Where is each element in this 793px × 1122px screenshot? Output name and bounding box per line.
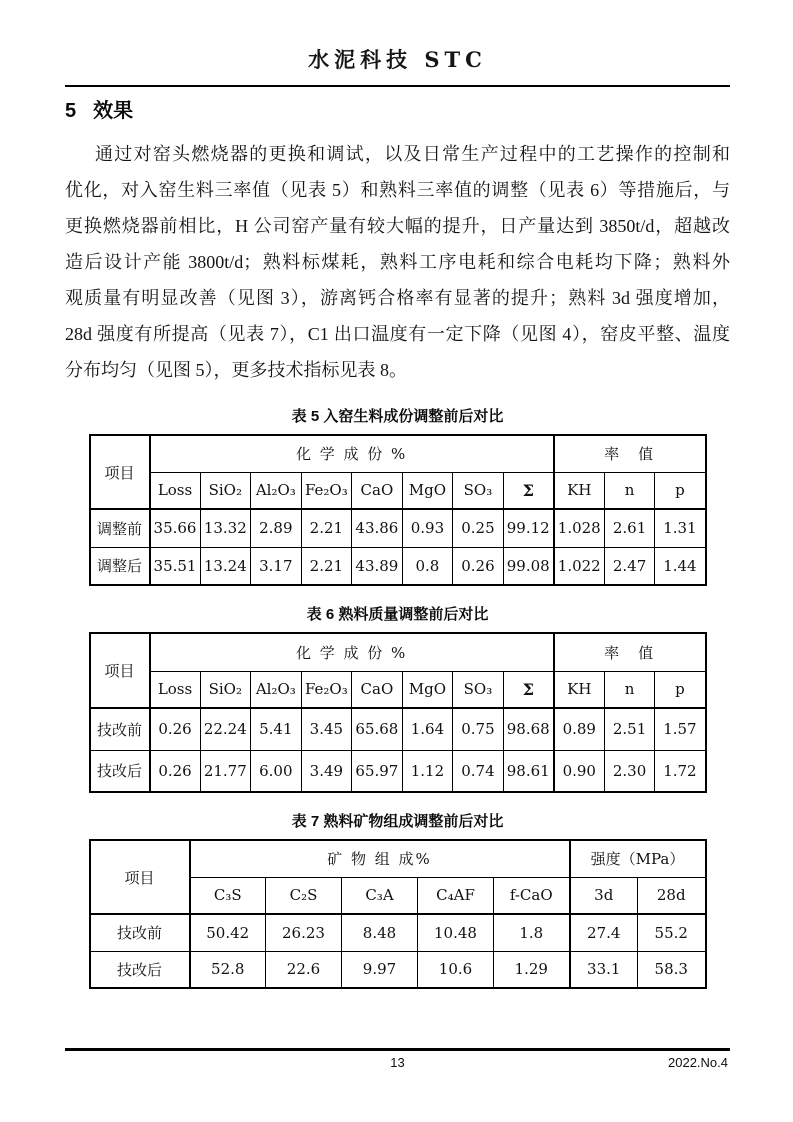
table-cell: 98.68	[503, 708, 554, 750]
table-cell: 21.77	[200, 750, 251, 792]
table-cell: 0.26	[150, 750, 201, 792]
table-cell: 2.21	[301, 547, 352, 585]
table-cell: 52.8	[190, 951, 266, 988]
column-group-chemical: 化 学 成 份 %	[150, 435, 554, 472]
table-cell: 2.21	[301, 509, 352, 547]
table-cell: 33.1	[570, 951, 638, 988]
header-rule	[65, 85, 730, 87]
table-cell: 0.93	[402, 509, 453, 547]
table-cell: 35.51	[150, 547, 201, 585]
table-cell: 1.31	[655, 509, 706, 547]
table-cell: 2.30	[604, 750, 655, 792]
table-cell: 10.48	[418, 914, 494, 951]
table-cell: 0.89	[554, 708, 605, 750]
body-paragraph	[65, 136, 730, 388]
table-header-cell: C₃A	[342, 877, 418, 914]
table-cell: 1.44	[655, 547, 706, 585]
table-cell: 1.022	[554, 547, 605, 585]
table-header-cell: Loss	[150, 472, 201, 509]
column-group-ratio: 率 值	[554, 435, 706, 472]
table-cell: 43.89	[352, 547, 403, 585]
table-7	[89, 839, 707, 989]
table-header-cell: Loss	[150, 671, 201, 708]
table-cell: 0.74	[453, 750, 504, 792]
table-cell: 1.72	[655, 750, 706, 792]
table-header-cell: C₂S	[266, 877, 342, 914]
table-header-cell: SiO₂	[200, 671, 251, 708]
table-header-cell: C₃S	[190, 877, 266, 914]
table-row	[90, 914, 706, 951]
row-label: 技改前	[90, 914, 190, 951]
table-header-cell: SO₃	[453, 671, 504, 708]
table-row	[90, 708, 706, 750]
table-cell: 50.42	[190, 914, 266, 951]
table-cell: 27.4	[570, 914, 638, 951]
table-header-cell: SO₃	[453, 472, 504, 509]
paragraph-line: 优化，对入窑生料三率值（见表 5）和熟料三率值的调整（见表 6）等措施后，与	[65, 180, 730, 200]
table-7-title: 表 7 熟料矿物组成调整前后对比	[291, 813, 504, 830]
table-cell: 1.29	[494, 951, 570, 988]
table-header-cell: Σ	[503, 671, 554, 708]
table-cell: 3.17	[251, 547, 302, 585]
table-cell: 0.8	[402, 547, 453, 585]
table-cell: 65.97	[352, 750, 403, 792]
table-header-cell: Fe₂O₃	[301, 472, 352, 509]
issue-number: 2022.No.4	[668, 1055, 728, 1070]
table-6-title: 表 6 熟料质量调整前后对比	[306, 606, 489, 623]
table-5-title: 表 5 入窑生料成份调整前后对比	[291, 408, 504, 425]
table-cell: 10.6	[418, 951, 494, 988]
row-label: 调整前	[90, 509, 150, 547]
table-header-cell: SiO₂	[200, 472, 251, 509]
table-cell: 8.48	[342, 914, 418, 951]
table-header-cell: f-CaO	[494, 877, 570, 914]
table-cell: 1.8	[494, 914, 570, 951]
table-header-cell: C₄AF	[418, 877, 494, 914]
row-label: 技改后	[90, 750, 150, 792]
table-header-cell: CaO	[352, 671, 403, 708]
section-heading	[65, 94, 730, 123]
paragraph-line: 造后设计产能 3800t/d；熟料标煤耗，熟料工序电耗和综合电耗均下降；熟料外	[65, 252, 730, 272]
table-header-cell: p	[655, 671, 706, 708]
page-footer	[65, 1048, 730, 1070]
table-cell: 13.24	[200, 547, 251, 585]
table-header-cell: Al₂O₃	[251, 671, 302, 708]
paragraph-line: 更换燃烧器前相比，H 公司窑产量有较大幅的提升，日产量达到 3850t/d，超越改	[65, 216, 730, 236]
table-cell: 98.61	[503, 750, 554, 792]
section-title: 效果	[93, 100, 134, 122]
table-cell: 22.24	[200, 708, 251, 750]
table-cell: 0.75	[453, 708, 504, 750]
table-row	[90, 547, 706, 585]
column-header-item: 项目	[90, 840, 190, 914]
table-cell: 58.3	[638, 951, 706, 988]
table-cell: 22.6	[266, 951, 342, 988]
table-header-cell: KH	[554, 671, 605, 708]
paragraph-line: 28d 强度有所提高（见表 7），C1 出口温度有一定下降（见图 4），窑皮平整、温度	[65, 324, 730, 344]
table-cell: 13.32	[200, 509, 251, 547]
table-cell: 2.61	[604, 509, 655, 547]
table-row	[90, 951, 706, 988]
table-header-cell: n	[604, 671, 655, 708]
table-6	[89, 632, 707, 793]
table-cell: 2.89	[251, 509, 302, 547]
table-header-cell: 28d	[638, 877, 706, 914]
paragraph-line: 观质量有明显改善（见图 3），游离钙合格率有显著的提升；熟料 3d 强度增加，	[65, 288, 730, 308]
column-group-ratio: 率 值	[554, 633, 706, 671]
page-number: 13	[390, 1055, 405, 1070]
table-cell: 26.23	[266, 914, 342, 951]
section-number: 5	[65, 100, 77, 122]
table-cell: 55.2	[638, 914, 706, 951]
table-header-cell: Al₂O₃	[251, 472, 302, 509]
table-header-cell: Fe₂O₃	[301, 671, 352, 708]
table-header-cell: CaO	[352, 472, 403, 509]
table-cell: 35.66	[150, 509, 201, 547]
table-cell: 1.64	[402, 708, 453, 750]
column-group-mineral: 矿 物 组 成%	[190, 840, 570, 877]
table-cell: 9.97	[342, 951, 418, 988]
table-row	[90, 750, 706, 792]
table-cell: 2.51	[604, 708, 655, 750]
table-cell: 6.00	[251, 750, 302, 792]
paragraph-line: 分布均匀（见图 5），更多技术指标见表 8。	[65, 360, 407, 380]
table-5	[89, 434, 707, 586]
table-cell: 2.47	[604, 547, 655, 585]
table-header-cell: MgO	[402, 472, 453, 509]
column-group-chemical: 化 学 成 份 %	[150, 633, 554, 671]
table-cell: 1.12	[402, 750, 453, 792]
paragraph-line: 通过对窑头燃烧器的更换和调试，以及日常生产过程中的工艺操作的控制和	[95, 144, 730, 164]
table-header-cell: Σ	[503, 472, 554, 509]
table-cell: 1.028	[554, 509, 605, 547]
table-cell: 1.57	[655, 708, 706, 750]
table-cell: 43.86	[352, 509, 403, 547]
table-cell: 3.49	[301, 750, 352, 792]
table-header-cell: MgO	[402, 671, 453, 708]
table-cell: 0.25	[453, 509, 504, 547]
column-header-item: 项目	[90, 633, 150, 708]
table-row	[90, 509, 706, 547]
table-cell: 99.08	[503, 547, 554, 585]
table-cell: 65.68	[352, 708, 403, 750]
table-cell: 0.90	[554, 750, 605, 792]
table-header-cell: n	[604, 472, 655, 509]
row-label: 技改后	[90, 951, 190, 988]
column-header-item: 项目	[90, 435, 150, 509]
table-cell: 99.12	[503, 509, 554, 547]
table-cell: 0.26	[453, 547, 504, 585]
journal-title: 水泥科技 STC	[308, 47, 487, 72]
table-header-cell: 3d	[570, 877, 638, 914]
table-header-cell: KH	[554, 472, 605, 509]
table-cell: 5.41	[251, 708, 302, 750]
row-label: 调整后	[90, 547, 150, 585]
table-cell: 0.26	[150, 708, 201, 750]
table-header-cell: p	[655, 472, 706, 509]
row-label: 技改前	[90, 708, 150, 750]
column-group-strength: 强度（MPa）	[570, 840, 706, 877]
table-cell: 3.45	[301, 708, 352, 750]
